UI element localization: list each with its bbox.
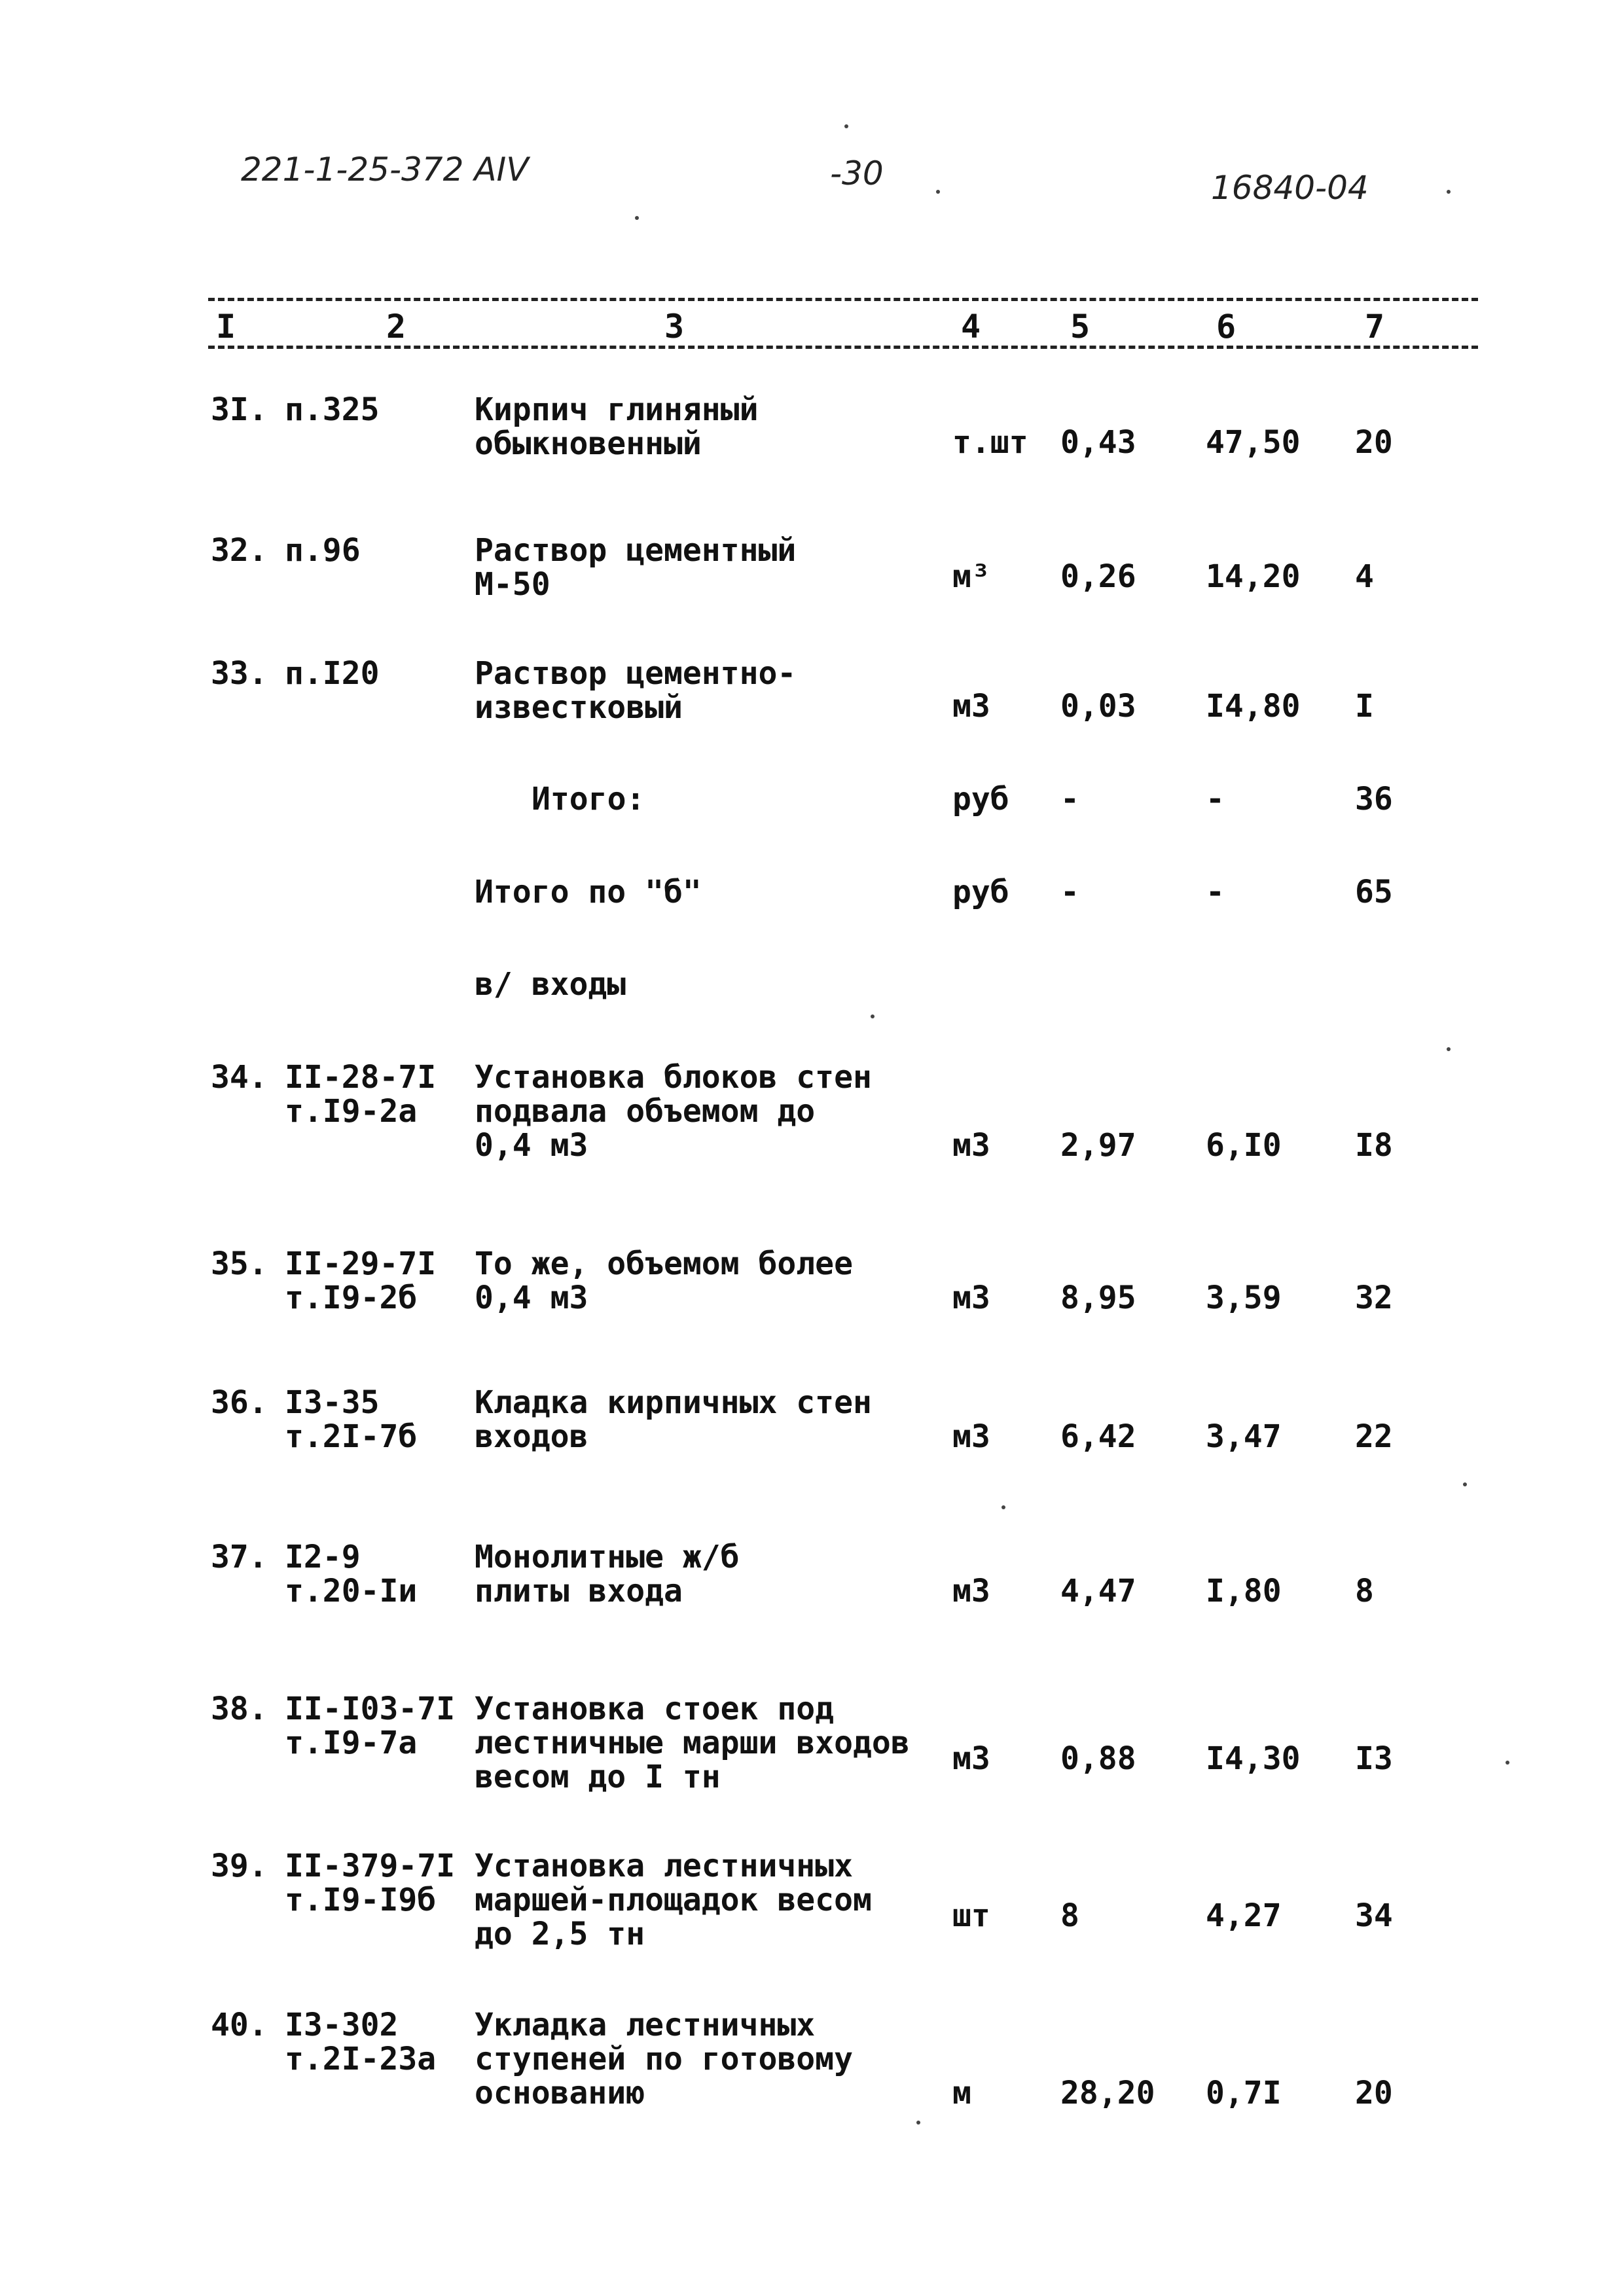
unit-price: 47,50 bbox=[1206, 424, 1301, 461]
total-cost: 20 bbox=[1355, 2075, 1393, 2111]
work-description: Укладка лестничных ступеней по готовому основанию bbox=[475, 2007, 853, 2111]
unit: м bbox=[952, 2075, 971, 2111]
unit-price: - bbox=[1206, 874, 1225, 910]
total-cost: I3 bbox=[1355, 1740, 1393, 1777]
column-header-1: I bbox=[216, 308, 236, 346]
work-description: Кирпич глиняный обыкновенный bbox=[475, 391, 759, 462]
unit-price: 4,27 bbox=[1206, 1897, 1282, 1934]
quantity: 4,47 bbox=[1060, 1573, 1136, 1609]
subtotal-label: Итого: bbox=[532, 781, 645, 817]
quantity: - bbox=[1060, 781, 1079, 817]
scan-speck bbox=[1001, 1505, 1005, 1509]
total-cost: 8 bbox=[1355, 1573, 1374, 1609]
unit: м3 bbox=[952, 1573, 990, 1609]
total-cost: 32 bbox=[1355, 1280, 1393, 1316]
work-description: То же, объемом более 0,4 м3 bbox=[475, 1246, 853, 1316]
row-number: 35. bbox=[211, 1246, 268, 1282]
quantity: 8,95 bbox=[1060, 1280, 1136, 1316]
work-description: Раствор цементно- известковый bbox=[475, 655, 797, 726]
unit: м³ bbox=[952, 558, 990, 595]
subtotal-label: Итого по "б" bbox=[475, 874, 702, 910]
row-number: 32. bbox=[211, 532, 268, 569]
row-number: 39. bbox=[211, 1848, 268, 1884]
norm-code: II-379-7I т.I9-I9б bbox=[285, 1848, 456, 1918]
row-number: 3I. bbox=[211, 391, 268, 428]
unit-price: I4,80 bbox=[1206, 688, 1301, 725]
unit: м3 bbox=[952, 1280, 990, 1316]
section-heading: в/ входы bbox=[475, 966, 626, 1003]
column-header-3: 3 bbox=[664, 308, 685, 346]
column-header-4: 4 bbox=[961, 308, 981, 346]
quantity: 8 bbox=[1060, 1897, 1079, 1934]
norm-code: I3-302 т.2I-23а bbox=[285, 2007, 437, 2077]
scan-speck bbox=[916, 2121, 920, 2125]
row-number: 36. bbox=[211, 1384, 268, 1421]
unit-price: 0,7I bbox=[1206, 2075, 1282, 2111]
norm-code: п.96 bbox=[285, 532, 361, 569]
quantity: 0,88 bbox=[1060, 1740, 1136, 1777]
unit-price: I4,30 bbox=[1206, 1740, 1301, 1777]
column-header-6: 6 bbox=[1216, 308, 1236, 346]
work-description: Кладка кирпичных стен входов bbox=[475, 1384, 872, 1455]
table-header-rule-top bbox=[208, 298, 1478, 301]
unit-price: - bbox=[1206, 781, 1225, 817]
quantity: - bbox=[1060, 874, 1079, 910]
unit: шт bbox=[952, 1897, 990, 1934]
unit: м3 bbox=[952, 1740, 990, 1777]
total-cost: I bbox=[1355, 688, 1374, 725]
norm-code: I3-35 т.2I-7б bbox=[285, 1384, 418, 1455]
row-number: 38. bbox=[211, 1691, 268, 1727]
column-header-7: 7 bbox=[1365, 308, 1385, 346]
unit: руб bbox=[952, 781, 1009, 817]
unit: м3 bbox=[952, 1418, 990, 1455]
total-cost: 65 bbox=[1355, 874, 1393, 910]
scan-speck bbox=[635, 216, 639, 220]
inventory-number: 16840-04 bbox=[1211, 169, 1369, 207]
quantity: 0,26 bbox=[1060, 558, 1136, 595]
work-description: Раствор цементный М-50 bbox=[475, 532, 797, 603]
unit-price: 6,I0 bbox=[1206, 1127, 1282, 1164]
unit: т.шт bbox=[952, 424, 1028, 461]
work-description: Установка лестничных маршей-площадок весом до 2,5 тн bbox=[475, 1848, 872, 1952]
table-header-rule-bottom bbox=[208, 346, 1478, 349]
norm-code: п.I20 bbox=[285, 655, 380, 692]
unit: м3 bbox=[952, 1127, 990, 1164]
total-cost: 22 bbox=[1355, 1418, 1393, 1455]
quantity: 6,42 bbox=[1060, 1418, 1136, 1455]
quantity: 28,20 bbox=[1060, 2075, 1155, 2111]
norm-code: II-28-7I т.I9-2а bbox=[285, 1059, 437, 1130]
row-number: 37. bbox=[211, 1539, 268, 1575]
page-number: -30 bbox=[830, 154, 884, 192]
work-description: Монолитные ж/б плиты входа bbox=[475, 1539, 740, 1609]
scan-speck bbox=[1463, 1482, 1467, 1486]
total-cost: 36 bbox=[1355, 781, 1393, 817]
scan-speck bbox=[1447, 190, 1451, 194]
norm-code: п.325 bbox=[285, 391, 380, 428]
total-cost: 4 bbox=[1355, 558, 1374, 595]
unit-price: 3,59 bbox=[1206, 1280, 1282, 1316]
unit-price: 14,20 bbox=[1206, 558, 1301, 595]
quantity: 2,97 bbox=[1060, 1127, 1136, 1164]
document-code: 221-1-25-372 АIV bbox=[241, 151, 529, 188]
norm-code: I2-9 т.20-Iи bbox=[285, 1539, 418, 1609]
total-cost: 20 bbox=[1355, 424, 1393, 461]
norm-code: II-I03-7I т.I9-7а bbox=[285, 1691, 456, 1761]
scan-speck bbox=[871, 1014, 875, 1018]
scan-speck bbox=[1447, 1047, 1451, 1051]
work-description: Установка блоков стен подвала объемом до 0,4 м3 bbox=[475, 1059, 872, 1164]
row-number: 40. bbox=[211, 2007, 268, 2043]
quantity: 0,03 bbox=[1060, 688, 1136, 725]
column-header-2: 2 bbox=[386, 308, 406, 346]
scan-speck bbox=[844, 124, 848, 128]
scan-speck bbox=[1506, 1761, 1509, 1765]
column-header-5: 5 bbox=[1070, 308, 1091, 346]
row-number: 33. bbox=[211, 655, 268, 692]
quantity: 0,43 bbox=[1060, 424, 1136, 461]
unit: м3 bbox=[952, 688, 990, 725]
norm-code: II-29-7I т.I9-2б bbox=[285, 1246, 437, 1316]
unit-price: 3,47 bbox=[1206, 1418, 1282, 1455]
unit: руб bbox=[952, 874, 1009, 910]
unit-price: I,80 bbox=[1206, 1573, 1282, 1609]
total-cost: 34 bbox=[1355, 1897, 1393, 1934]
work-description: Установка стоек под лестничные марши входов весом до I тн bbox=[475, 1691, 910, 1795]
total-cost: I8 bbox=[1355, 1127, 1393, 1164]
scan-speck bbox=[936, 190, 940, 194]
row-number: 34. bbox=[211, 1059, 268, 1096]
